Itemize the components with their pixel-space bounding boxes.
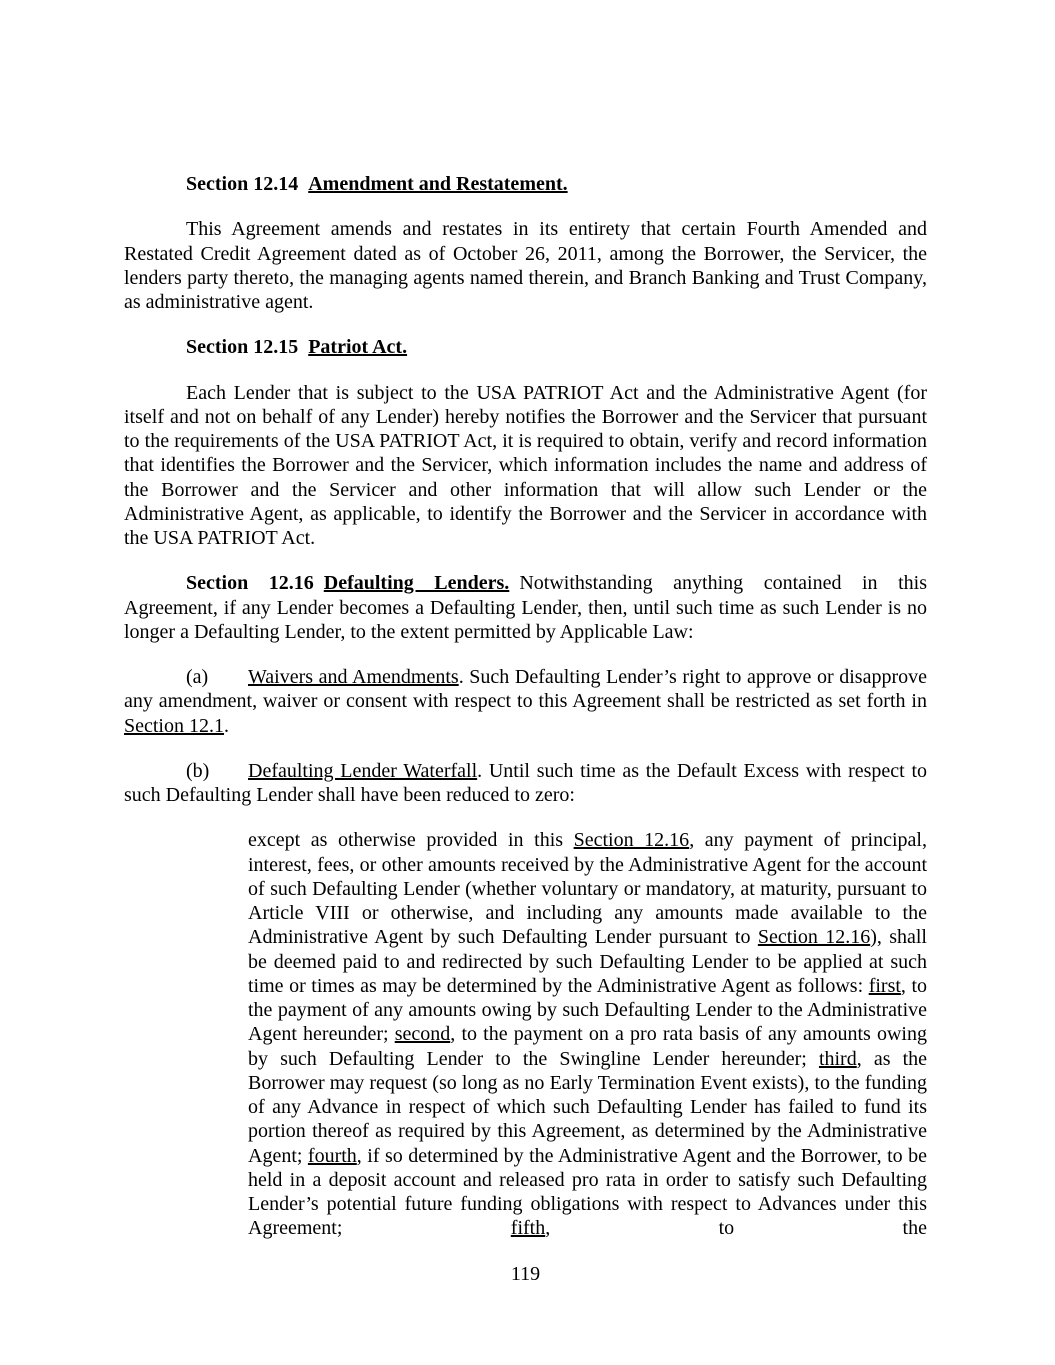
waterfall-text-run: , to the payment of any amounts owing by such Defaulting Lender to the Administrative Agent hereunder; bbox=[248, 974, 927, 1046]
priority-fourth: fourth bbox=[307, 1144, 357, 1167]
subsection-a-tail: . bbox=[224, 714, 229, 737]
paragraph-12-16 bbox=[124, 571, 927, 644]
priority-fifth: fifth bbox=[510, 1217, 546, 1240]
section-12-15-title: Patriot Act. bbox=[308, 336, 408, 359]
waterfall-text-run: except as otherwise provided in this bbox=[248, 829, 574, 852]
subsection-a-body-text: . Such Defaulting Lender’s right to approve or disapprove any amendment, waiver or consent with respect to this Agreement shall be restricted as set forth in bbox=[124, 666, 927, 713]
waterfall-text-run: , if so determined by the Administrative Agent and the Borrower, to be held in a deposit account and released pro rata in order to satisfy such Defaulting Lender’s potential future funding obligations with respect to Advances under this Agreement; bbox=[248, 1144, 927, 1240]
section-12-16-body-text: Notwithstanding anything contained in this Agreement, if any Lender becomes a Defaulting Lender, then, until such time as such Lender is no longer a Defaulting Lender, to the extent permitted by Applicable Law: bbox=[124, 572, 927, 643]
subsection-b-label: (b) bbox=[186, 759, 210, 782]
section-heading-12-14 bbox=[124, 172, 927, 196]
section-12-14-number: Section 12.14 bbox=[186, 173, 299, 195]
paragraph-12-14-body: This Agreement amends and restates in its entirety that certain Fourth Amended and Restated Credit Agreement dated as of October 26, 2011, among the Borrower, the Servicer, the lenders party thereto, the managing agents named therein, and Branch Banking and Trust Company, as administrative agent. bbox=[124, 218, 927, 313]
ref-section-12-1: Section 12.1 bbox=[124, 714, 224, 737]
subsection-a bbox=[124, 665, 927, 738]
section-12-16-title: Defaulting Lenders. bbox=[323, 572, 510, 595]
section-12-16-number: Section 12.16 bbox=[186, 572, 314, 595]
waterfall-text-run: , any payment of principal, interest, fees, or other amounts received by the Administrative Agent for the account of such Defaulting Lender (whether voluntary or mandatory, at maturity, pursuant to Article VIII or otherwise, and including any amounts made available to the Administrative Agent by such Defaulting Lender pursuant to bbox=[248, 829, 927, 949]
subsection-b-body-text: . Until such time as the Default Excess with respect to such Defaulting Lender shall have been reduced to zero: bbox=[124, 759, 927, 806]
subsection-b bbox=[124, 759, 927, 808]
section-heading-12-15 bbox=[124, 335, 927, 359]
section-12-14-title: Amendment and Restatement. bbox=[308, 173, 568, 195]
ref-section-12-16: Section 12.16 bbox=[757, 926, 871, 949]
ref-section-12-16: Section 12.16 bbox=[573, 829, 690, 852]
page-number: 119 bbox=[510, 1262, 541, 1285]
priority-first: first bbox=[868, 974, 901, 997]
priority-third: third bbox=[818, 1047, 857, 1070]
priority-second: second bbox=[394, 1023, 451, 1046]
waterfall-text-run: , as the Borrower may request (so long as no Early Termination Event exists), to the funding of any Advance in respect of which such Defaulting Lender has failed to fund its portion thereof as required by this Agreement, as determined by the Administrative Agent; bbox=[248, 1047, 928, 1167]
waterfall-text-run: , to the bbox=[545, 1217, 927, 1240]
paragraph-12-15-body: Each Lender that is subject to the USA PATRIOT Act and the Administrative Agent (for itself and not on behalf of any Lender) hereby notifies the Borrower and the Servicer that pursuant to the requirements of the USA PATRIOT Act, it is required to obtain, verify and record information that identifies the Borrower and the Servicer, which information includes the name and address of the Borrower and the Servicer and other information that will allow such Lender or the Administrative Agent, as applicable, to identify the Borrower and the Servicer in accordance with the USA PATRIOT Act. bbox=[124, 381, 927, 549]
waterfall-paragraph bbox=[248, 828, 927, 1240]
waterfall-text-run: ), shall be deemed paid to and redirected by such Defaulting Lender to be applied at such time or times as may be determined by the Administrative Agent as follows: bbox=[248, 926, 927, 997]
waterfall-text-run: , to the payment on a pro rata basis of any amounts owing by such Defaulting Lender to the Swingline Lender hereunder; bbox=[248, 1023, 927, 1070]
section-12-15-number: Section 12.15 bbox=[186, 336, 299, 359]
subsection-a-label: (a) bbox=[186, 666, 209, 688]
subsection-b-heading: Defaulting Lender Waterfall bbox=[248, 759, 478, 782]
subsection-a-heading: Waivers and Amendments bbox=[248, 666, 459, 688]
